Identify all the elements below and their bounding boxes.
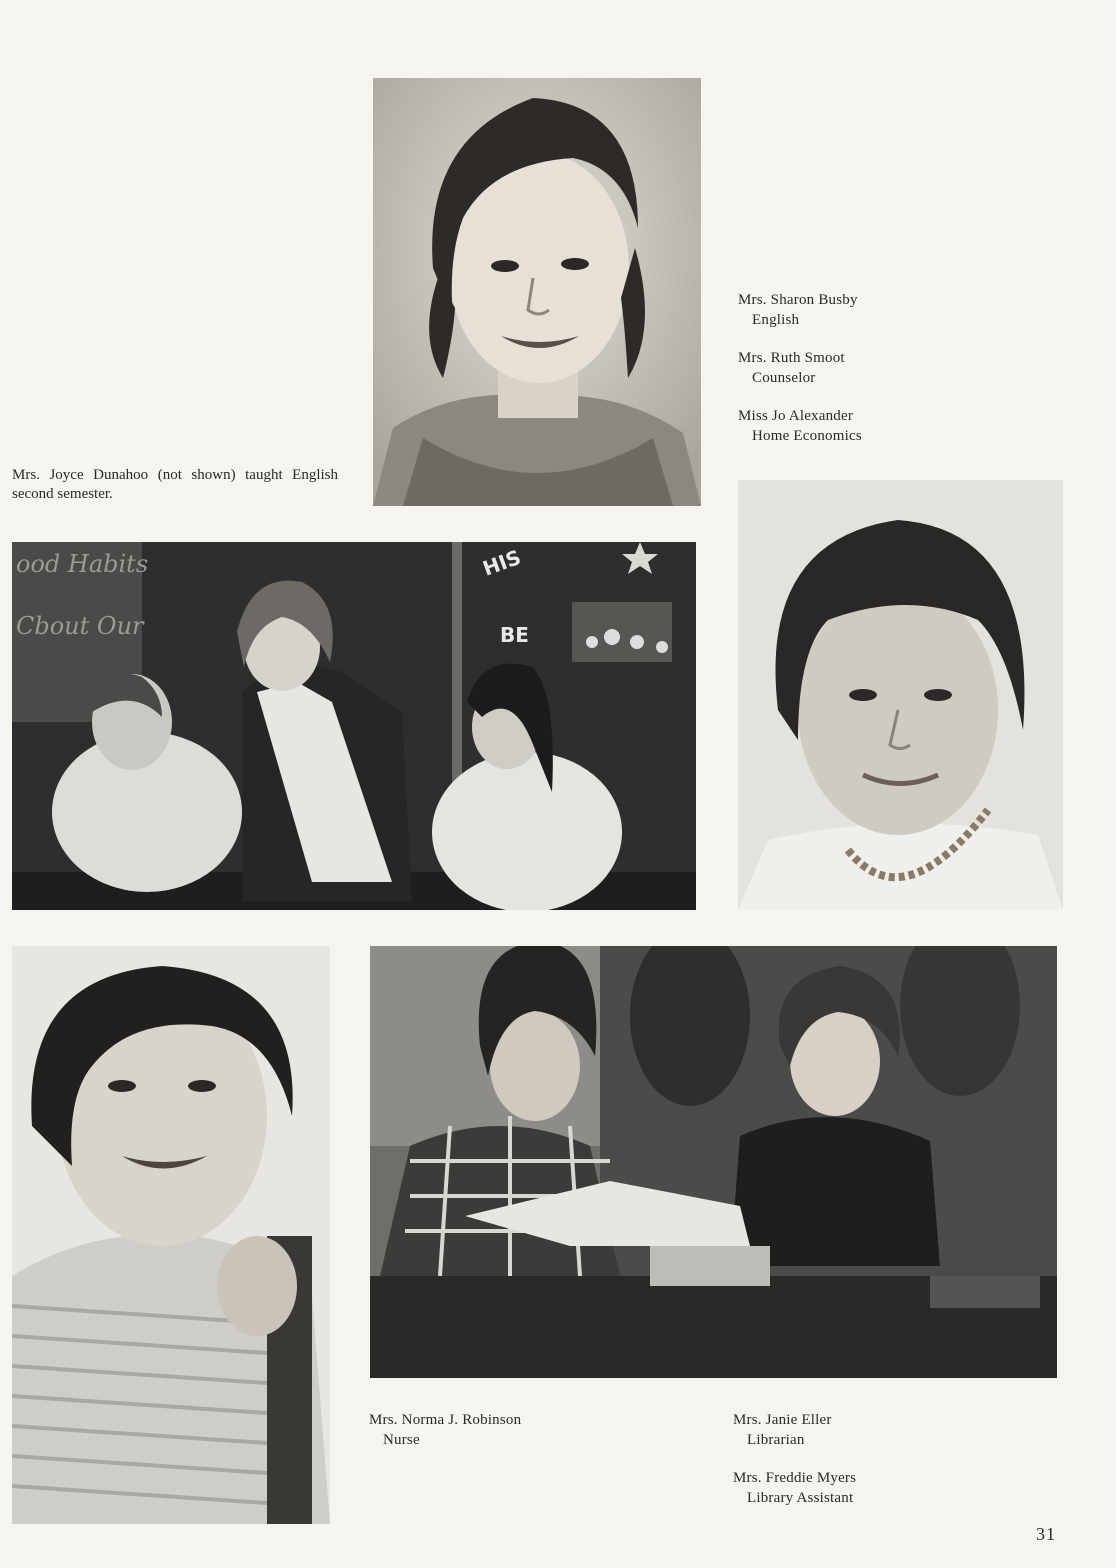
caption-role: Counselor [752, 370, 816, 386]
caption-role: English [752, 312, 800, 328]
sign-text-1: HIS [479, 544, 524, 581]
caption-name: Mrs. Janie Eller [733, 1412, 832, 1428]
chalkboard-text-1: ood Habits [16, 550, 149, 578]
caption-sharon-busby [738, 290, 862, 330]
caption-janie-eller [733, 1410, 856, 1450]
portrait-sharon-busby [373, 78, 701, 506]
caption-role: Nurse [383, 1432, 420, 1448]
caption-name: Mrs. Sharon Busby [738, 292, 858, 308]
caption-name: Mrs. Norma J. Robinson [369, 1412, 522, 1428]
caption-ruth-smoot [738, 348, 862, 388]
caption-name: Miss Jo Alexander [738, 408, 854, 424]
caption-role: Library Assistant [747, 1490, 854, 1506]
caption-role: Home Economics [752, 428, 862, 444]
caption-group-top-right [738, 290, 862, 464]
sign-text-2: BE [500, 623, 529, 647]
photo-home-economics-class [12, 542, 696, 910]
caption-role: Librarian [747, 1432, 805, 1448]
caption-jo-alexander [738, 406, 862, 446]
photo-library-staff [370, 946, 1057, 1378]
caption-freddie-myers [733, 1468, 856, 1508]
caption-group-bottom-right [733, 1410, 856, 1526]
caption-name: Mrs. Ruth Smoot [738, 350, 845, 366]
portrait-norma-robinson [12, 946, 330, 1524]
caption-name: Mrs. Freddie Myers [733, 1470, 857, 1486]
portrait-ruth-smoot [738, 480, 1063, 910]
caption-note-joyce-dunahoo: Mrs. Joyce Dunahoo (not shown) taught English second semester. [12, 467, 338, 502]
caption-norma-robinson [369, 1410, 521, 1450]
caption-group-bottom-middle [369, 1410, 521, 1468]
chalkboard-text-2: Cbout Our [16, 612, 144, 640]
page-number: 31 [1036, 1524, 1056, 1544]
